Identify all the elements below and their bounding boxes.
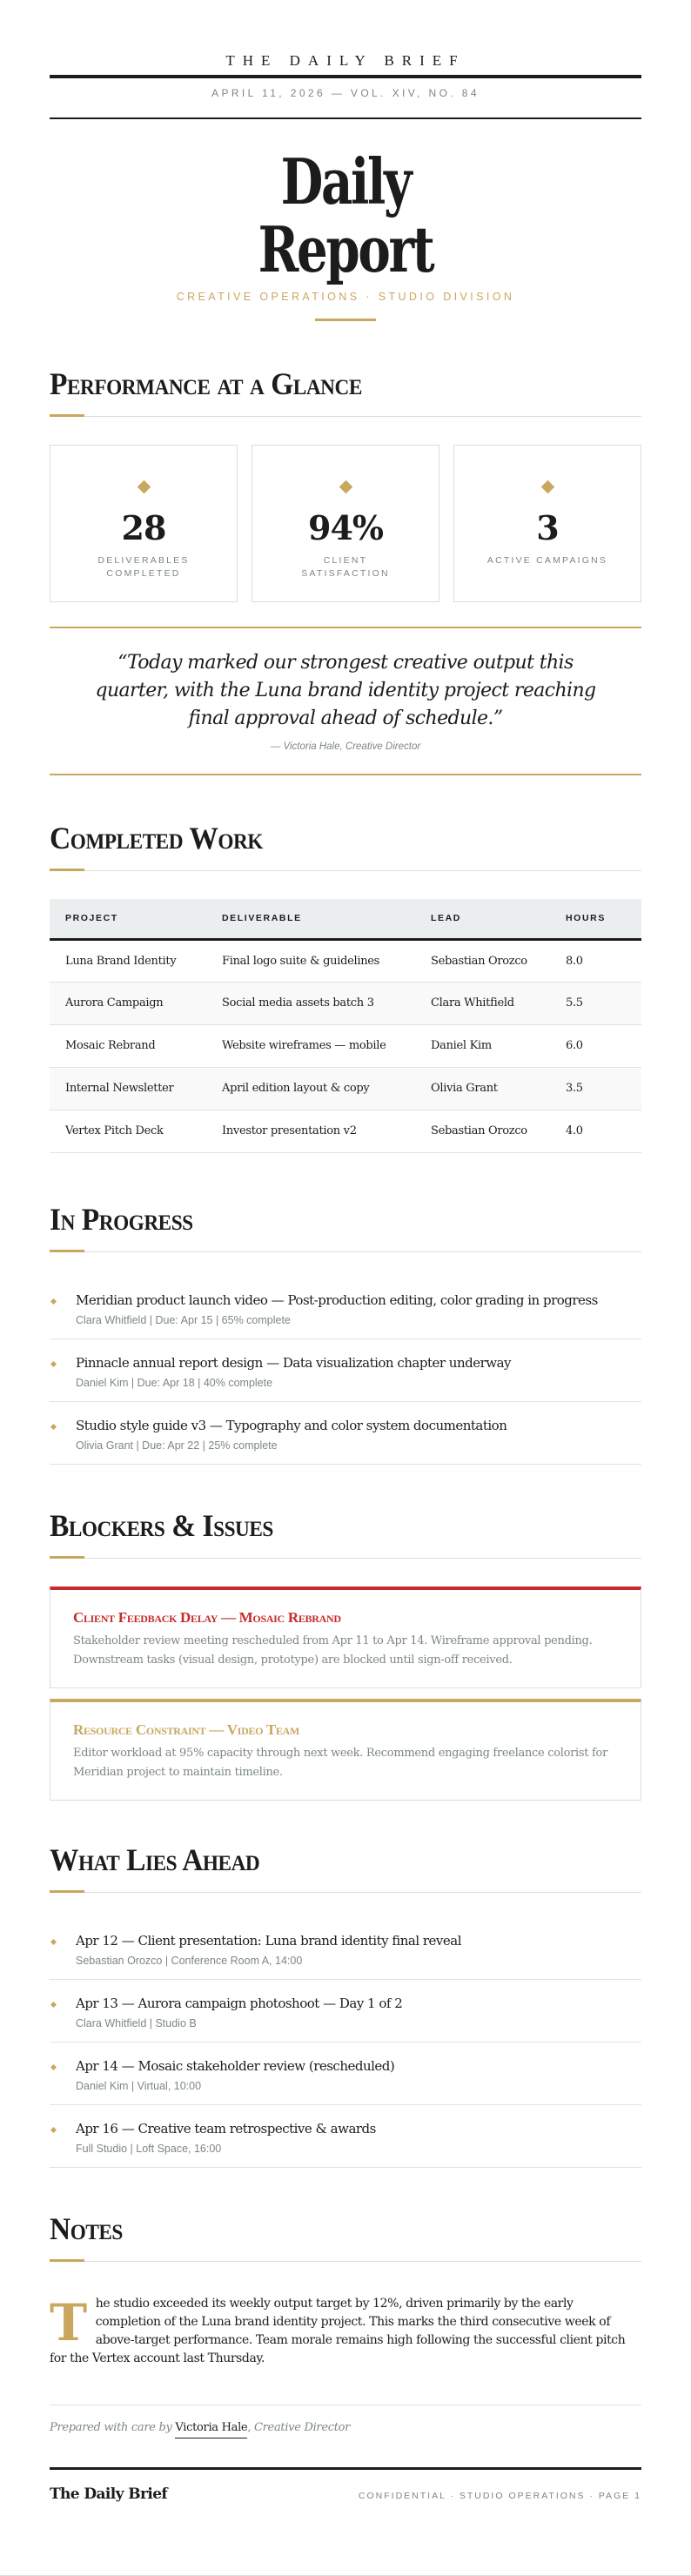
item-title: Meridian product launch video — Post-production editing, color grading in progress xyxy=(76,1291,598,1308)
item-meta: Sebastian Orozco | Conference Room A, 14:00 xyxy=(76,1954,303,1967)
table-row xyxy=(50,1024,641,1067)
item-meta: Full Studio | Loft Space, 16:00 xyxy=(76,2142,222,2155)
publication-name: THE DAILY BRIEF xyxy=(225,52,466,69)
item-title: Studio style guide v3 — Typography and color system documentation xyxy=(76,1417,507,1433)
diamond-bullet-icon xyxy=(50,1360,57,1366)
stat-card-satisfaction xyxy=(252,445,439,602)
column-header-project: PROJECT xyxy=(50,899,206,939)
completed-work-section xyxy=(50,821,641,1153)
list-item xyxy=(50,1346,641,1402)
alert-title: Client Feedback Delay — Mosaic Rebrand xyxy=(73,1608,341,1626)
notes-section xyxy=(50,2211,641,2434)
section-heading: What Lies Ahead xyxy=(50,1841,260,1877)
title-line-2: Report xyxy=(258,212,433,286)
blocker-alert-warning xyxy=(50,1699,641,1801)
diamond-bullet-icon xyxy=(50,1938,57,1944)
cell-hours: 5.5 xyxy=(550,982,641,1024)
cell-project: Luna Brand Identity xyxy=(50,939,206,982)
section-heading: In Progress xyxy=(50,1201,193,1237)
section-heading: Performance at a Glance xyxy=(50,366,362,401)
drop-cap: T xyxy=(50,2292,87,2352)
section-rule xyxy=(50,1558,641,1559)
table-row xyxy=(50,982,641,1024)
diamond-bullet-icon xyxy=(50,2063,57,2070)
alert-body: Stakeholder review meeting rescheduled from Apr 11 to Apr 14. Wireframe approval pending. Downstream tasks (visual design, prototype) are blocked until sign-off received. xyxy=(73,1633,593,1667)
dateline-rule xyxy=(50,117,641,119)
stat-label: ACTIVE CAMPAIGNS xyxy=(486,555,608,566)
cell-lead: Olivia Grant xyxy=(415,1067,550,1110)
cell-hours: 4.0 xyxy=(550,1110,641,1152)
item-meta: Clara Whitfield | Due: Apr 15 | 65% complete xyxy=(76,1313,291,1326)
list-item xyxy=(50,2112,641,2168)
cell-lead: Daniel Kim xyxy=(415,1024,550,1067)
performance-section xyxy=(50,366,641,775)
cell-deliverable: April edition layout & copy xyxy=(206,1067,415,1110)
cell-project: Vertex Pitch Deck xyxy=(50,1110,206,1152)
masthead xyxy=(50,0,641,321)
item-meta: Clara Whitfield | Studio B xyxy=(76,2016,197,2029)
cell-lead: Sebastian Orozco xyxy=(415,1110,550,1152)
stat-value: 28 xyxy=(121,508,166,547)
section-rule xyxy=(50,1251,641,1252)
table-header-row xyxy=(50,899,641,939)
diamond-bullet-icon xyxy=(50,2001,57,2007)
stat-label: CLIENT SATISFACTION xyxy=(301,555,390,579)
page-title xyxy=(115,144,576,286)
list-item xyxy=(50,1987,641,2043)
item-title: Apr 13 — Aurora campaign photoshoot — Day 1 of 2 xyxy=(76,1995,403,2011)
cell-lead: Clara Whitfield xyxy=(415,982,550,1024)
cell-project: Internal Newsletter xyxy=(50,1067,206,1110)
stat-card-campaigns xyxy=(453,445,641,602)
section-heading: Notes xyxy=(50,2210,123,2246)
item-title: Pinnacle annual report design — Data visualization chapter underway xyxy=(76,1354,512,1371)
footer-meta: CONFIDENTIAL · STUDIO OPERATIONS · PAGE 1 xyxy=(358,2490,641,2501)
page-footer xyxy=(50,2467,641,2575)
in-progress-list xyxy=(50,1284,641,1465)
column-header-hours: HOURS xyxy=(550,899,641,939)
author-link[interactable]: Victoria Hale xyxy=(175,2421,247,2438)
list-item xyxy=(50,2049,641,2105)
completed-work-table xyxy=(50,899,641,1153)
in-progress-section xyxy=(50,1202,641,1465)
byline-prefix: Prepared with care by xyxy=(50,2420,176,2434)
table-row xyxy=(50,1067,641,1110)
list-item xyxy=(50,1924,641,1980)
cell-deliverable: Social media assets batch 3 xyxy=(206,982,415,1024)
alert-body: Editor workload at 95% capacity through next week. Recommend engaging freelance colorist for Meridian project to maintain timeline. xyxy=(73,1746,607,1779)
item-title: Apr 16 — Creative team retrospective & awards xyxy=(76,2120,376,2137)
section-heading: Completed Work xyxy=(50,821,263,855)
quote-attribution: — Victoria Hale, Creative Director xyxy=(270,741,421,752)
stat-label: DELIVERABLES COMPLETED xyxy=(97,555,190,579)
table-row xyxy=(50,939,641,982)
cell-deliverable: Website wireframes — mobile xyxy=(206,1024,415,1067)
what-lies-ahead-section xyxy=(50,1842,641,2168)
column-header-deliverable: DELIVERABLE xyxy=(206,899,415,939)
cell-project: Aurora Campaign xyxy=(50,982,206,1024)
blockers-section xyxy=(50,1508,641,1801)
stat-card-deliverables xyxy=(50,445,238,602)
diamond-icon xyxy=(339,480,352,494)
column-header-lead: LEAD xyxy=(415,899,550,939)
section-heading: Blockers & Issues xyxy=(50,1507,273,1543)
list-item xyxy=(50,1284,641,1339)
notes-text: he studio exceeded its weekly output target by 12%, driven primarily by the early completion of the Luna brand identity project. This marks the third consecutive week of above-target performance. Team morale remains high following the successful client pitch for the Vertex account last Thursday. xyxy=(50,2296,626,2365)
byline-suffix: , Creative Director xyxy=(247,2420,351,2434)
section-rule xyxy=(50,2261,641,2262)
dateline: APRIL 11, 2026 — VOL. XIV, NO. 84 xyxy=(211,87,480,99)
stat-value: 3 xyxy=(536,508,559,547)
blocker-alert-critical xyxy=(50,1587,641,1688)
item-meta: Daniel Kim | Virtual, 10:00 xyxy=(76,2079,202,2092)
section-rule xyxy=(50,870,641,871)
section-rule xyxy=(50,1892,641,1893)
item-meta: Olivia Grant | Due: Apr 22 | 25% complete xyxy=(76,1439,278,1452)
item-meta: Daniel Kim | Due: Apr 18 | 40% complete xyxy=(76,1376,273,1389)
diamond-bullet-icon xyxy=(50,2126,57,2132)
diamond-icon xyxy=(540,480,554,494)
byline xyxy=(50,2405,641,2434)
stat-value: 94% xyxy=(308,508,383,547)
item-title: Apr 12 — Client presentation: Luna brand identity final reveal xyxy=(76,1932,462,1949)
diamond-bullet-icon xyxy=(50,1423,57,1429)
cell-hours: 3.5 xyxy=(550,1067,641,1110)
pull-quote xyxy=(50,627,641,775)
cell-hours: 8.0 xyxy=(550,939,641,982)
cell-hours: 6.0 xyxy=(550,1024,641,1067)
footer-brand: The Daily Brief xyxy=(50,2485,168,2503)
list-item xyxy=(50,1409,641,1465)
title-line-1: Daily xyxy=(280,144,411,218)
title-ornament-rule xyxy=(315,319,376,321)
notes-paragraph xyxy=(50,2292,641,2368)
section-rule xyxy=(50,416,641,417)
cell-deliverable: Final logo suite & guidelines xyxy=(206,939,415,982)
diamond-icon xyxy=(137,480,151,494)
alert-title: Resource Constraint — Video Team xyxy=(73,1721,299,1738)
upcoming-list xyxy=(50,1924,641,2168)
page-subtitle: CREATIVE OPERATIONS · STUDIO DIVISION xyxy=(176,291,515,303)
cell-lead: Sebastian Orozco xyxy=(415,939,550,982)
cell-project: Mosaic Rebrand xyxy=(50,1024,206,1067)
stat-cards xyxy=(50,445,641,602)
quote-text: “Today marked our strongest creative output this quarter, with the Luna brand identity project reaching final approval ahead of schedule.” xyxy=(95,652,596,729)
cell-deliverable: Investor presentation v2 xyxy=(206,1110,415,1152)
table-row xyxy=(50,1110,641,1152)
item-title: Apr 14 — Mosaic stakeholder review (rescheduled) xyxy=(76,2057,395,2074)
diamond-bullet-icon xyxy=(50,1298,57,1304)
